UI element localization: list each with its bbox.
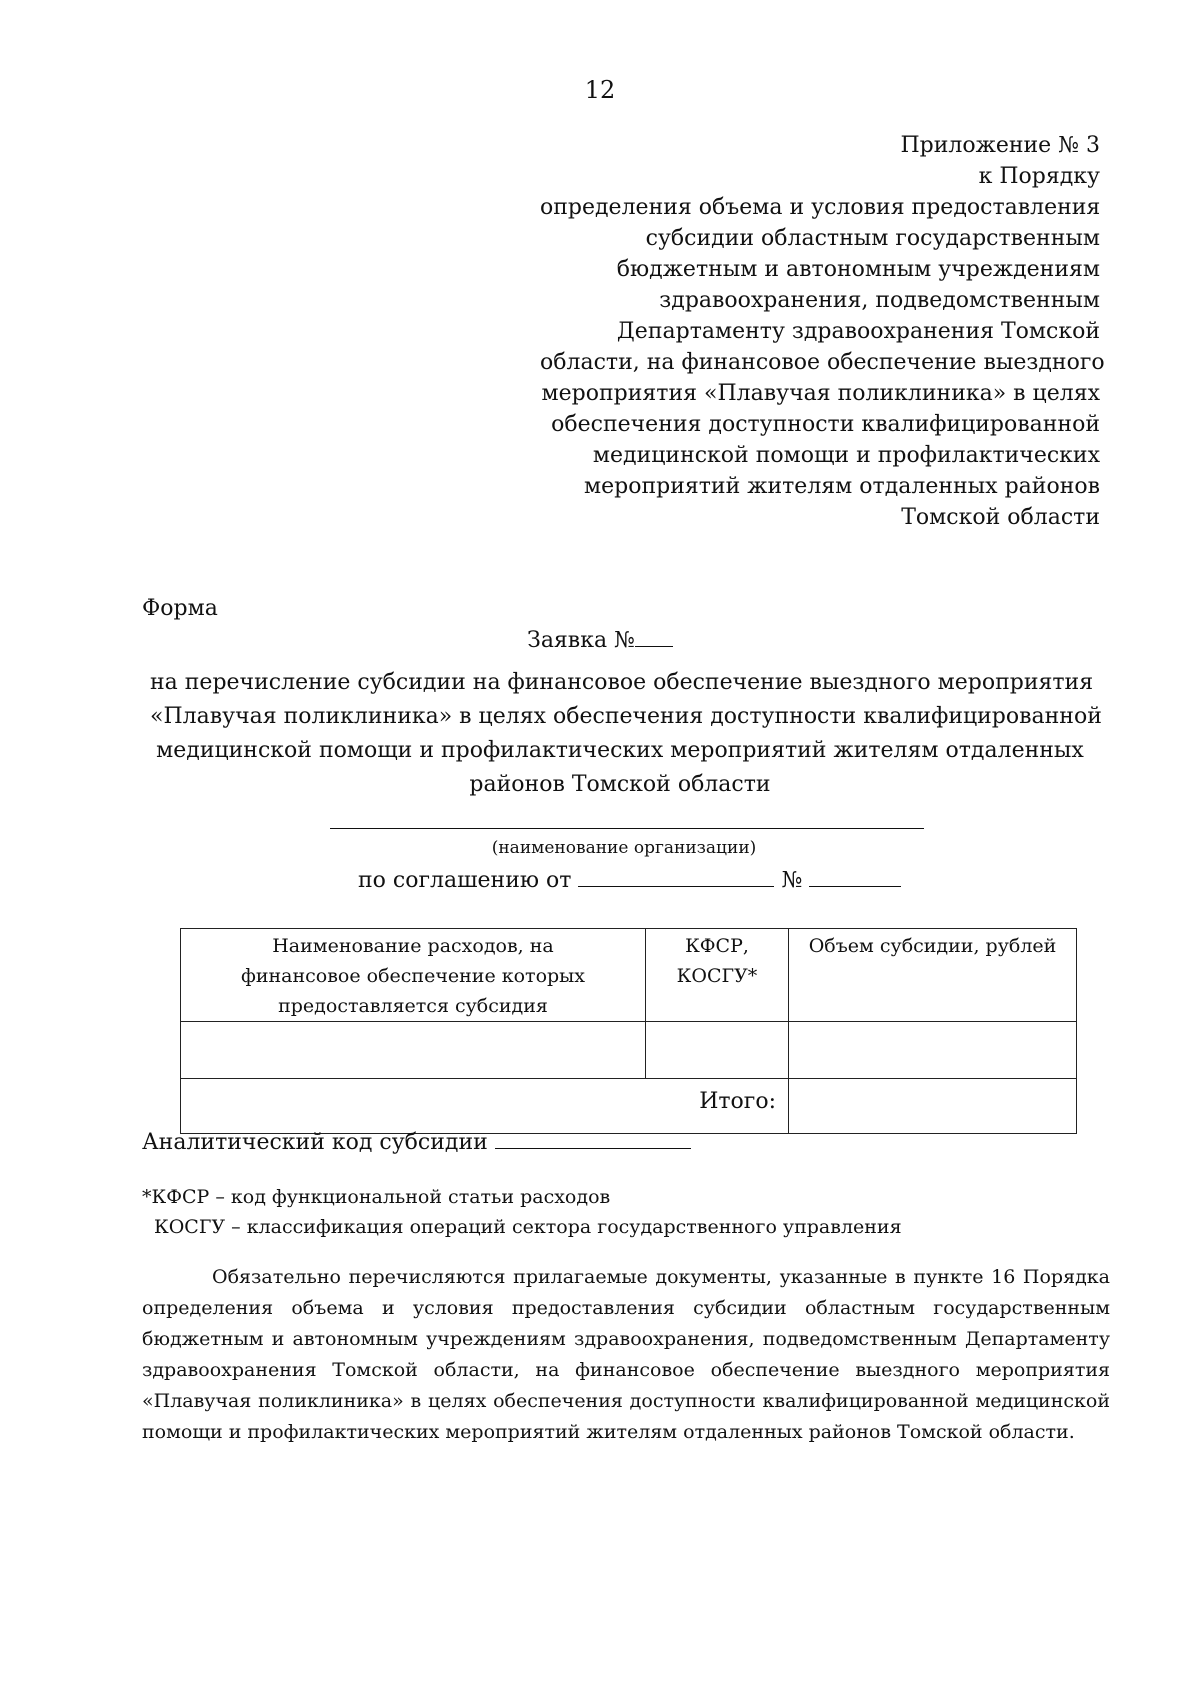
total-row [181,1079,1077,1134]
form-label: Форма [142,596,218,621]
analytic-code-label: Аналитический код субсидии [142,1130,488,1155]
appendix-line: Приложение № 3 [900,133,1100,158]
organization-name-field[interactable] [330,828,924,829]
table-header-row [181,929,1077,1022]
request-title-text: Заявка № [527,628,635,653]
analytic-code-line [142,1130,691,1155]
header-kfsr [646,929,789,1022]
request-number-field[interactable] [635,628,673,647]
appendix-line: субсидии областным государственным [645,226,1100,251]
agreement-prefix: по соглашению от [358,868,572,893]
page-number: 12 [584,76,616,104]
footnotes [142,1182,902,1242]
appendix-line: мероприятия «Плавучая поликлиника» в целях [541,381,1100,406]
agreement-date-field[interactable] [578,868,774,887]
header-amount [789,929,1077,1022]
subject-line: на перечисление субсидии на финансовое обеспечение выездного мероприятия [150,670,1094,695]
appendix-header [540,130,1105,533]
footnote-kfsr: *КФСР – код функциональной статьи расходов [142,1186,611,1208]
appendix-line: определения объема и условия предоставления [540,195,1101,220]
analytic-code-field[interactable] [495,1130,691,1149]
subject-line: районов Томской области [469,772,771,797]
appendix-line: Департаменту здравоохранения Томской [616,319,1100,344]
appendix-line: медицинской помощи и профилактических [592,443,1100,468]
total-label: Итого: [181,1079,789,1134]
kfsr-cell[interactable] [646,1022,789,1079]
appendix-line: обеспечения доступности квалифицированной [551,412,1100,437]
amount-cell[interactable] [789,1022,1077,1079]
agreement-line [358,868,901,893]
header-kfsr-text: КФСР, КОСГУ* [676,935,758,987]
header-amount-text: Объем субсидии, рублей [808,935,1057,957]
subject-line: «Плавучая поликлиника» в целях обеспечения доступности квалифицированной [150,704,1102,729]
table-row [181,1022,1077,1079]
subject-line: медицинской помощи и профилактических мероприятий жителям отдаленных [156,738,1084,763]
agreement-number-sign: № [781,868,803,893]
appendix-line: бюджетным и автономным учреждениям [616,257,1100,282]
total-amount-cell[interactable] [789,1079,1077,1134]
appendix-line: к Порядку [978,164,1100,189]
appendix-line: области, на финансовое обеспечение выездного [540,350,1105,375]
appendix-line: Томской области [901,505,1100,530]
closing-paragraph: Обязательно перечисляются прилагаемые документы, указанные в пункте 16 Порядка определения объема и условия предоставления субсидии областным государственным бюджетным и автономным учреждениям здравоохранения, подведомственным Департаменту здравоохранения Томской области, на финансовое обеспечение выездного мероприятия «Плавучая поликлиника» в целях обеспечения доступности квалифицированной медицинской помощи и профилактических мероприятий жителям отдаленных районов Томской области. [142,1266,1110,1443]
request-subject [150,666,1102,802]
agreement-number-field[interactable] [809,868,901,887]
appendix-line: мероприятий жителям отдаленных районов [583,474,1100,499]
appendix-line: здравоохранения, подведомственным [659,288,1100,313]
expense-name-cell[interactable] [181,1022,646,1079]
subsidy-table [180,928,1077,1134]
header-expense-name [181,929,646,1022]
request-title [0,628,1200,653]
header-expense-text: Наименование расходов, на финансовое обеспечение которых предоставляется субсидия [240,935,586,1017]
organization-caption: (наименование организации) [491,838,757,858]
footnote-kosgu: КОСГУ – классификация операций сектора государственного управления [154,1216,902,1238]
